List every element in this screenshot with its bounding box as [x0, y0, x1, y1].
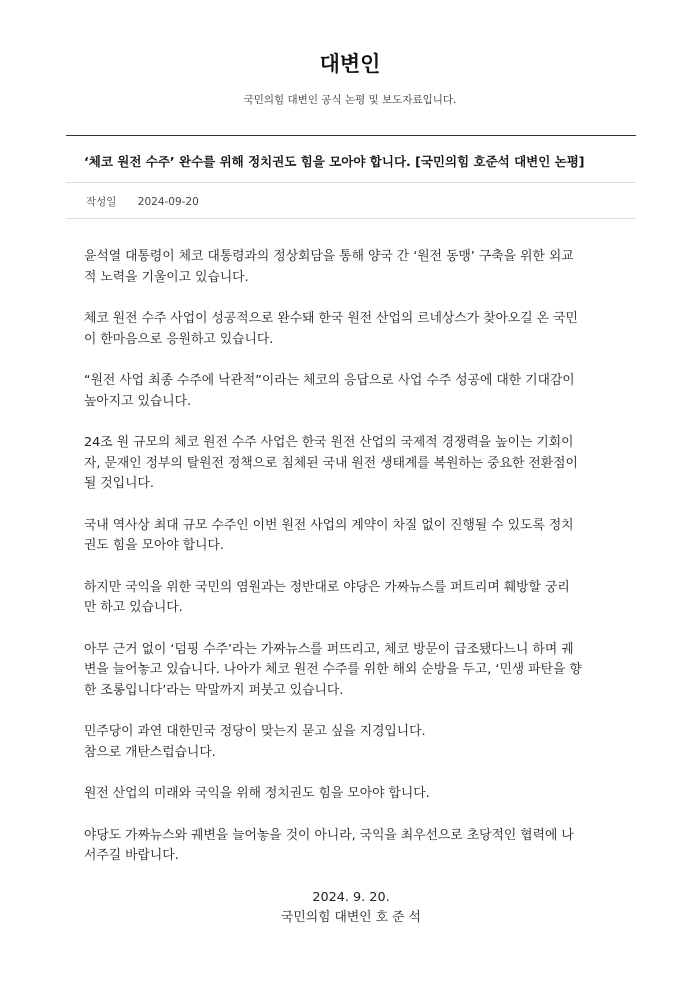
site-title: 대변인 [319, 52, 381, 76]
date-label: 작성일 [86, 196, 117, 208]
signature-block [84, 888, 618, 928]
body-paragraph: 윤석열 대통령이 체코 대통령과의 정상회담을 통해 양국 간 ‘원전 동맹’ 구축을 위한 외교 적 노력을 기울이고 있습니다. [84, 249, 574, 285]
site-header [0, 0, 700, 107]
body-paragraph: “원전 사업 최종 수주에 낙관적”이라는 체코의 응답으로 사업 수주 성공에 대한 기대감이 높아지고 있습니다. [84, 373, 575, 409]
article-title: ‘체코 원전 수주’ 완수를 위해 정치권도 힘을 모아야 합니다. [국민의힘 호준석 대변인 논평] [84, 154, 585, 169]
article-meta [66, 183, 636, 218]
article-date: 2024-09-20 [137, 196, 199, 208]
body-paragraph: 국내 역사상 최대 규모 수주인 이번 원전 사업의 계약이 차질 없이 진행될 수 있도록 정치 권도 힘을 모아야 합니다. [84, 517, 574, 553]
press-release-article [66, 135, 636, 928]
body-paragraph: 원전 산업의 미래와 국익을 위해 정치권도 힘을 모아야 합니다. [84, 786, 430, 801]
body-paragraph: 아무 근거 없이 ‘덤핑 수주’라는 가짜뉴스를 퍼뜨리고, 체코 방문이 급조됐다느니 하며 궤 변을 늘어놓고 있습니다. 나아가 체코 원전 수주를 위한 해외 순방을 두고, ‘민생 파탄을 향 한 조롱입니다’라는 막말까지 퍼붓고 있습니다. [84, 641, 582, 698]
article-body [66, 219, 636, 928]
signature-name: 국민의힘 대변인 호 준 석 [281, 909, 421, 925]
site-subtitle: 국민의힘 대변인 공식 논평 및 보도자료입니다. [243, 94, 457, 106]
body-paragraph: 하지만 국익을 위한 국민의 염원과는 정반대로 야당은 가짜뉴스를 퍼트리며 훼방할 궁리 만 하고 있습니다. [84, 579, 570, 615]
body-paragraph: 24조 원 규모의 체코 원전 수주 사업은 한국 원전 산업의 국제적 경쟁력을 높이는 기회이 자, 문재인 정부의 탈원전 정책으로 침체된 국내 원전 생태계를 복원하는 중요한 전환점이 될 것입니다. [84, 435, 578, 491]
signature-date: 2024. 9. 20. [312, 889, 390, 905]
body-paragraph: 체코 원전 수주 사업이 성공적으로 완수돼 한국 원전 산업의 르네상스가 찾아오길 온 국민 이 한마음으로 응원하고 있습니다. [84, 311, 578, 347]
body-paragraph: 야당도 가짜뉴스와 궤변을 늘어놓을 것이 아니라, 국익을 최우선으로 초당적인 협력에 나 서주길 바랍니다. [84, 827, 574, 863]
body-paragraph: 민주당이 과연 대한민국 정당이 맞는지 묻고 싶을 지경입니다. 참으로 개탄스럽습니다. [84, 724, 426, 760]
